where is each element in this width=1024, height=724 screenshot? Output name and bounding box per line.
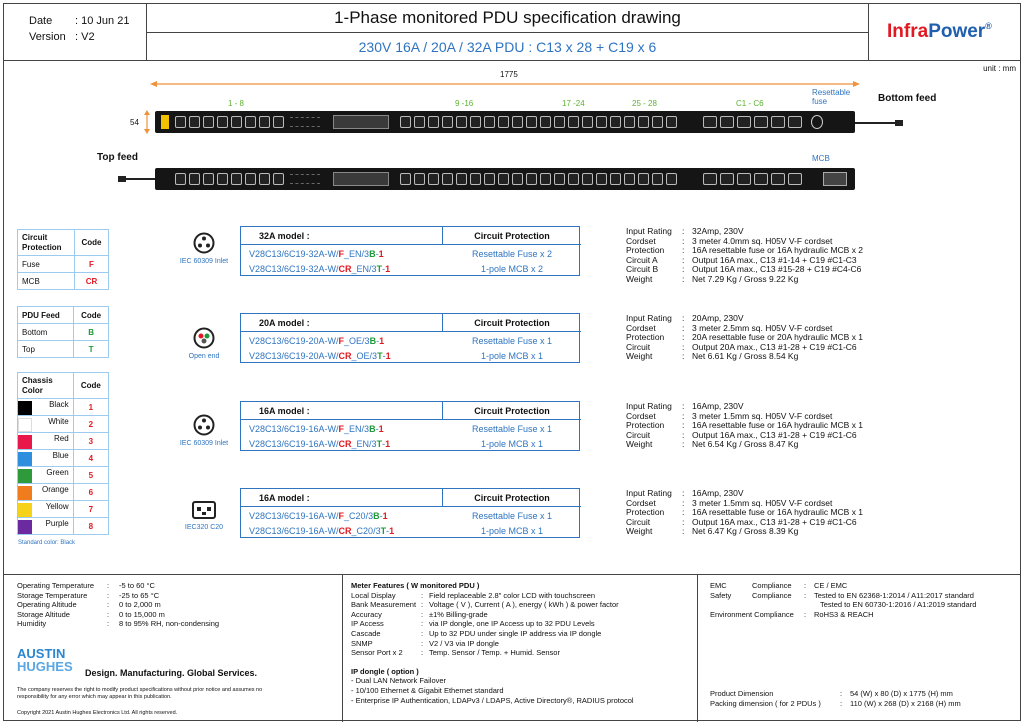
code-black: 1 (73, 399, 108, 416)
code-dash: - (386, 526, 390, 536)
brand-bottom: HUGHES (17, 659, 73, 674)
spec-value: Output 16A max., C13 #15-28 + C19 #C4-C6 (692, 264, 862, 274)
dongle-2: - Enterprise IP Authentication, LDAPv3 / LDAPS, Active Directory®, RADIUS protocol (351, 695, 634, 705)
spec-value: 3 meter 1.5mm sq. H05V V-F cordset (692, 497, 833, 508)
spec-value: Output 20A max., C13 #1-28 + C19 #C1-C6 (692, 341, 857, 352)
code-dash: - (382, 439, 386, 449)
color-purple: Purple (45, 518, 69, 528)
code-feed: B (369, 424, 376, 434)
open-end-icon (174, 327, 234, 349)
cp-code-header: Code (74, 230, 108, 256)
code-feed: T (377, 351, 383, 361)
code-white: 2 (73, 416, 108, 433)
meter-k5: SNMP (351, 638, 373, 648)
standard-color-note: Standard color: Black (18, 540, 76, 546)
copyright: Copyright 2021 Austin Hughes Electronics Ltd. All rights reserved. (17, 710, 178, 716)
code-dash: - (375, 424, 379, 434)
dongle-1: - 10/100 Ethernet & Gigabit Ethernet standard (351, 685, 504, 695)
model-header-0: 32A model : (241, 227, 443, 245)
group-c1-c6: C1 - C6 (736, 99, 764, 108)
safety-v1: Tested to EN 62368-1:2014 / A11:2017 standard (814, 590, 974, 600)
model-prot-2-0: Resettable Fuse x 1 (471, 424, 553, 434)
env-k4: Humidity (17, 619, 47, 629)
dimension-arrow (150, 78, 860, 90)
color-yellow: Yellow (45, 501, 69, 511)
spec-value: Net 6.54 Kg / Gross 8.47 Kg (692, 439, 799, 449)
meter-k6: Sensor Port x 2 (351, 648, 403, 658)
meter-k4: Cascade (351, 628, 381, 638)
code-protection: F (338, 336, 345, 346)
meter-v5: V2 / V3 via IP dongle (429, 638, 499, 648)
model-header-3: 16A model : (241, 489, 443, 507)
env-v2: 0 to 2,000 m (119, 600, 161, 610)
code-dash: - (382, 264, 386, 274)
model-box-1 (240, 313, 580, 363)
code-feed: T (376, 264, 383, 274)
model-code-0-1 (249, 264, 390, 274)
dim-k: Product Dimension (710, 689, 774, 698)
inlet-label-2: IEC 60309 Inlet (179, 440, 229, 447)
spec-value: Output 16A max., C13 #1-14 + C19 #C1-C3 (692, 254, 857, 265)
code-color: 1 (379, 336, 385, 346)
environment-column: Operating Temperature : -5 to 60 °C Storage Temperature : -25 to 65 °C Operating Altitude : 0 to 2,000 m Storage Altitude : 0 to 15,000 m Humidity : 8 to 95% RH, non-condensing AUSTIN HUGHES Design. Manufacturing. Global Services. The company reserves the right to modify product specifications without prior notice and assumes no responsibility for any error which may appear in this publication. Copyright 2021 Austin Hughes Electronics Ltd. All rights reserved. (3, 575, 343, 722)
code-orange: 6 (73, 484, 108, 501)
cp-mcb-code: CR (74, 273, 108, 290)
spec-value: 16Amp, 230V (692, 401, 744, 411)
code-color: 1 (385, 351, 391, 361)
code-protection: F (338, 424, 345, 434)
infrapower-logo (887, 21, 992, 43)
spec-value: Output 16A max., C13 #1-28 + C19 #C1-C6 (692, 516, 857, 527)
spec-value: 3 meter 2.5mm sq. H05V V-F cordset (692, 322, 833, 333)
spec-block-0: Input Rating : 32Amp, 230V Cordset : 3 meter 4.0mm sq. H05V V-F cordset Protection : 16A resettable fuse or 16A hydraulic MCB x 2 Circuit A : Output 16A max., C13 #1-14 + C19 #C1-C3 Circuit B : Output 16A max., C13 #15-28 + C19 #C4-C6 Weight : Net 7.29 Kg / Gross 9.22 Kg (626, 226, 864, 284)
dim-v: 54 (W) x 80 (D) x 1775 (H) mm (850, 689, 953, 698)
group-9-16: 9 -16 (455, 99, 474, 108)
austin-hughes-logo (17, 647, 73, 673)
inlet-3 (174, 500, 234, 531)
page-title: 1-Phase monitored PDU specification drawing (147, 3, 868, 33)
code-color: 1 (385, 264, 391, 274)
date-value: : 10 Jun 21 (75, 15, 130, 27)
meter-k2: Accuracy (351, 609, 382, 619)
spec-value: Net 6.47 Kg / Gross 8.39 Kg (692, 526, 799, 536)
lcd-display-top (333, 172, 389, 186)
code-green: 5 (73, 467, 108, 484)
model-prot-0-0: Resettable Fuse x 2 (471, 249, 553, 259)
emc-label: EMC (710, 581, 727, 590)
spec-key: Circuit B (626, 264, 659, 274)
model-header-2: 16A model : (241, 402, 443, 420)
page-subtitle: 230V 16A / 20A / 32A PDU : C13 x 28 + C19 x 6 (358, 39, 657, 55)
cp-mcb-label: MCB (18, 273, 75, 290)
spec-value: 3 meter 1.5mm sq. H05V V-F cordset (692, 410, 833, 421)
code-feed: T (376, 439, 383, 449)
swatch-white (18, 418, 32, 432)
height-arrow (143, 110, 151, 134)
outlets-9-28 (400, 116, 677, 128)
spec-value: 16A resettable fuse or 16A hydraulic MCB x 2 (692, 245, 864, 255)
fuse-button (811, 115, 823, 129)
height-label: 54 (130, 118, 139, 127)
version-value: : V2 (75, 31, 95, 43)
model-box-0 (240, 226, 580, 276)
model-code-1-0 (249, 336, 384, 346)
inlet-1 (174, 327, 234, 360)
code-dash: - (382, 351, 386, 361)
model-prot-1-1: 1-pole MCB x 1 (480, 351, 544, 361)
code-pre: V28C13/6C19-16A-W/ (249, 439, 339, 449)
cp-fuse-code: F (74, 256, 108, 273)
model-cp-header-3: Circuit Protection (443, 489, 581, 507)
code-mid: _C20/3 (344, 511, 374, 521)
code-color: 1 (389, 526, 395, 536)
dongle-title: IP dongle ( option ) (351, 666, 419, 676)
code-mid: _EN/3 (344, 249, 370, 259)
group-25-28: 25 - 28 (632, 99, 657, 108)
code-pre: V28C13/6C19-32A-W/ (249, 264, 339, 274)
feed-bottom-code: B (74, 324, 109, 341)
meter-v0: Field replaceable 2.8" color LCD with touchscreen (429, 590, 596, 600)
spec-key: Protection (626, 420, 665, 430)
spec-value: 3 meter 4.0mm sq. H05V V-F cordset (692, 235, 833, 246)
code-protection: F (338, 511, 345, 521)
spec-value: 20Amp, 230V (692, 313, 744, 323)
env-comp-v: RoHS3 & REACH (814, 609, 874, 619)
meter-v3: via IP dongle, one IP Access up to 32 PDU Levels (429, 619, 595, 629)
spec-block-1: Input Rating : 20Amp, 230V Cordset : 3 meter 2.5mm sq. H05V V-F cordset Protection : 20A resettable fuse or 20A hydraulic MCB x 1 Circuit : Output 20A max., C13 #1-28 + C19 #C1-C6 Weight : Net 6.61 Kg / Gross 8.54 Kg (626, 313, 864, 361)
feed-top-label: Top (18, 341, 74, 358)
pdu-tag (161, 115, 169, 129)
model-cp-header-0: Circuit Protection (443, 227, 581, 245)
footer (3, 574, 1021, 721)
model-code-1-1 (249, 351, 391, 361)
cp-fuse-label: Fuse (18, 256, 75, 273)
spec-key: Protection (626, 507, 665, 517)
swatch-blue (18, 452, 32, 466)
code-mid: _C20/3 (351, 526, 381, 536)
color-blue: Blue (52, 450, 69, 460)
spec-value: 32Amp, 230V (692, 226, 744, 236)
spec-key: Weight (626, 439, 653, 449)
header (3, 3, 1021, 61)
code-dash: - (376, 336, 380, 346)
pack-k: Packing dimension ( for 2 PDUs ) (710, 699, 821, 708)
meter-k1: Bank Measurement (351, 600, 417, 610)
outlets-1-8 (175, 116, 284, 128)
date-label: Date (29, 15, 53, 27)
spec-value: Net 6.61 Kg / Gross 8.54 Kg (692, 351, 799, 361)
code-dash: - (375, 249, 379, 259)
spec-key: Cordset (626, 410, 656, 421)
meter-v6: Temp. Sensor / Temp. + Humid. Sensor (429, 648, 560, 658)
logo-infra: Infra (887, 21, 929, 42)
spec-key: Weight (626, 273, 653, 284)
circuit-protection-table (17, 229, 109, 290)
compliance-column: EMC Compliance : CE / EMC Safety Compliance : Tested to EN 62368-1:2014 / A11:2017 standard Tested to EN 60730-1:2016 / A1:2019 standard Environment Compliance : RoHS3 & REACH Product Dimension : 54 (W) x 80 (D) x 1775 (H) mm Packing dimension ( for 2 PDUs ) : 110 (W) x 268 (D) x 2168 (H) mm (698, 575, 1021, 722)
color-code-header: Code (73, 373, 108, 399)
group-1-8: 1 - 8 (228, 99, 245, 108)
code-pre: V28C13/6C19-20A-W/ (249, 336, 339, 346)
feed-bottom-label: Bottom (18, 324, 74, 341)
code-pre: V28C13/6C19-32A-W/ (249, 249, 339, 259)
spec-key: Weight (626, 526, 653, 536)
spec-key: Input Rating (626, 226, 672, 236)
inlet-label-0: IEC 60309 Inlet (179, 258, 229, 265)
swatch-yellow (18, 503, 32, 517)
spec-value: 20A resettable fuse or 20A hydraulic MCB x 1 (692, 332, 864, 342)
code-color: 1 (378, 249, 384, 259)
model-cp-header-1: Circuit Protection (443, 314, 581, 332)
spec-key: Circuit (626, 429, 651, 440)
spec-key: Protection (626, 245, 665, 255)
spec-value: 16A resettable fuse or 16A hydraulic MCB x 1 (692, 507, 864, 517)
env-v1: -25 to 65 °C (119, 590, 160, 600)
feed-title: PDU Feed (18, 307, 74, 324)
outlets-1-8-top (175, 173, 284, 185)
color-red: Red (53, 433, 69, 443)
cp-title: Circuit Protection (18, 230, 75, 256)
color-white: White (48, 416, 69, 426)
code-feed: B (369, 249, 376, 259)
code-mid: _EN/3 (351, 439, 377, 449)
meter-v4: Up to 32 PDU under single IP address via IP dongle (429, 628, 602, 638)
model-prot-0-1: 1-pole MCB x 2 (480, 264, 544, 274)
outlets-c1-c6 (703, 116, 802, 128)
env-v3: 0 to 15,000 m (119, 609, 165, 619)
spec-value: Output 16A max., C13 #1-28 + C19 #C1-C6 (692, 429, 857, 440)
model-box-3 (240, 488, 580, 538)
inlet-label-3: IEC320 C20 (184, 524, 224, 531)
model-prot-3-1: 1-pole MCB x 1 (480, 526, 544, 536)
spec-key: Protection (626, 332, 665, 342)
code-pre: V28C13/6C19-16A-W/ (249, 511, 339, 521)
code-protection: F (338, 249, 345, 259)
code-mid: _EN/3 (344, 424, 370, 434)
pdu-bottom-feed (155, 111, 855, 133)
code-pre: V28C13/6C19-16A-W/ (249, 526, 339, 536)
swatch-green (18, 469, 32, 483)
bottom-feed-label: Bottom feed (878, 93, 937, 104)
spec-key: Input Rating (626, 488, 672, 498)
model-code-2-0 (249, 424, 384, 434)
model-header-1: 20A model : (241, 314, 443, 332)
pdu-feed-table (17, 306, 109, 358)
model-prot-3-0: Resettable Fuse x 1 (471, 511, 553, 521)
code-feed: B (373, 511, 380, 521)
group-17-24: 17 -24 (562, 99, 585, 108)
dongle-0: - Dual LAN Network Failover (351, 676, 447, 686)
meter-features-column: Meter Features ( W monitored PDU ) Local Display : Field replaceable 2.8" color LCD with touchscreen Bank Measurement : Voltage ( V ), Current ( A ), energy ( kWh ) & power factor Accuracy : ±1% Billing-grade IP Access : via IP dongle, one IP Access up to 32 PDU Levels Cascade : Up to 32 PDU under single IP address via IP dongle SNMP : V2 / V3 via IP dongle Sensor Port x 2 : Temp. Sensor / Temp. + Humid. Sensor IP dongle ( option ) - Dual LAN Network Failover - 10/100 Ethernet & Gigabit Ethernet standard - Enterprise IP Authentication, LDAPv3 / LDAPS, Active Directory®, RADIUS protocol (343, 575, 698, 722)
outlets-9-28-top (400, 173, 677, 185)
spec-block-3: Input Rating : 16Amp, 230V Cordset : 3 meter 1.5mm sq. H05V V-F cordset Protection : 16A resettable fuse or 16A hydraulic MCB x 1 Circuit : Output 16A max., C13 #1-28 + C19 #C1-C6 Weight : Net 6.47 Kg / Gross 8.39 Kg (626, 488, 864, 536)
env-comp-k: Environment Compliance (710, 609, 794, 619)
code-feed: B (369, 336, 377, 346)
code-protection: CR (338, 264, 352, 274)
code-purple: 8 (73, 518, 108, 535)
outlets-c1-c6-top (703, 173, 802, 185)
env-v0: -5 to 60 °C (119, 581, 155, 590)
feed-code-header: Code (74, 307, 109, 324)
brand-top: AUSTIN (17, 646, 66, 661)
header-meta (3, 3, 147, 61)
swatch-red (18, 435, 32, 449)
model-code-3-0 (249, 511, 388, 521)
logo-reg: ® (985, 21, 992, 31)
inlet-0 (174, 232, 234, 265)
spec-key: Cordset (626, 322, 656, 333)
power-cord-bottom (855, 118, 905, 128)
meter-grille-top (290, 174, 320, 184)
header-title-block (147, 3, 869, 61)
unit-note: unit : mm (983, 64, 1016, 73)
swatch-black (18, 401, 32, 415)
spec-value: 16Amp, 230V (692, 488, 744, 498)
meter-v1: Voltage ( V ), Current ( A ), energy ( kWh ) & power factor (429, 600, 619, 610)
code-color: 1 (382, 511, 388, 521)
env-k0: Operating Temperature (17, 581, 94, 590)
meter-grille (290, 117, 320, 127)
safety-label: Safety (710, 590, 732, 600)
pack-v: 110 (W) x 268 (D) x 2168 (H) mm (850, 699, 961, 708)
iec60309-plug-icon (174, 232, 234, 254)
meter-k0: Local Display (351, 590, 396, 600)
spec-key: Weight (626, 351, 653, 361)
code-yellow: 7 (73, 501, 108, 518)
feed-top-code: T (74, 341, 109, 358)
swatch-orange (18, 486, 32, 500)
spec-key: Cordset (626, 235, 656, 246)
code-protection: CR (338, 439, 352, 449)
tagline: Design. Manufacturing. Global Services. (85, 668, 258, 678)
mcb-switch (823, 172, 847, 186)
model-code-2-1 (249, 439, 390, 449)
model-prot-2-1: 1-pole MCB x 1 (480, 439, 544, 449)
code-color: 1 (378, 424, 384, 434)
model-prot-1-0: Resettable Fuse x 1 (471, 336, 553, 346)
spec-block-2: Input Rating : 16Amp, 230V Cordset : 3 meter 1.5mm sq. H05V V-F cordset Protection : 16A resettable fuse or 16A hydraulic MCB x 1 Circuit : Output 16A max., C13 #1-28 + C19 #C1-C6 Weight : Net 6.54 Kg / Gross 8.47 Kg (626, 401, 864, 449)
spec-key: Circuit A (626, 254, 658, 265)
color-title: Chassis Color (18, 373, 74, 399)
resettable-fuse-label: Resettable fuse (812, 88, 851, 106)
code-pre: V28C13/6C19-16A-W/ (249, 424, 339, 434)
disclaimer: The company reserves the right to modify product specifications without prior notice and assumes no responsibility for any error which may appear in this publication. (17, 687, 263, 700)
inlet-label-1: Open end (188, 353, 220, 360)
code-dash: - (379, 511, 383, 521)
swatch-purple (18, 520, 32, 534)
code-pre: V28C13/6C19-20A-W/ (249, 351, 339, 361)
mcb-label: MCB (812, 154, 830, 163)
code-mid: _EN/3 (351, 264, 377, 274)
spec-key: Circuit (626, 341, 651, 352)
iec60309-plug-icon (174, 414, 234, 436)
env-k2: Operating Altitude (17, 600, 77, 610)
inlet-2 (174, 414, 234, 447)
code-protection: CR (338, 351, 352, 361)
code-mid: _OE/3 (351, 351, 378, 361)
model-code-0-0 (249, 249, 384, 259)
spec-key: Circuit (626, 516, 651, 527)
color-black: Black (49, 399, 69, 409)
code-feed: T (380, 526, 387, 536)
meter-k3: IP Access (351, 619, 384, 629)
version-label: Version (29, 31, 66, 43)
safety-v2: Tested to EN 60730-1:2016 / A1:2019 standard (820, 600, 977, 610)
spec-key: Input Rating (626, 313, 672, 323)
env-v4: 8 to 95% RH, non-condensing (119, 619, 220, 629)
meter-title: Meter Features ( W monitored PDU ) (351, 581, 480, 590)
emc-k: Compliance (752, 581, 792, 590)
chassis-color-table (17, 372, 109, 535)
lcd-display (333, 115, 389, 129)
spec-value: Net 7.29 Kg / Gross 9.22 Kg (692, 273, 799, 284)
meter-v2: ±1% Billing-grade (429, 609, 488, 619)
pdu-top-feed (155, 168, 855, 190)
emc-v: CE / EMC (814, 581, 848, 590)
code-blue: 4 (73, 450, 108, 467)
code-mid: _OE/3 (344, 336, 370, 346)
power-cord-top (118, 174, 156, 184)
model-code-3-1 (249, 526, 394, 536)
color-orange: Orange (41, 484, 69, 494)
env-k3: Storage Altitude (17, 609, 70, 619)
length-label: 1775 (500, 70, 518, 79)
spec-key: Input Rating (626, 401, 672, 411)
code-red: 3 (73, 433, 108, 450)
top-feed-label: Top feed (97, 152, 138, 163)
code-protection: CR (338, 526, 352, 536)
model-cp-header-2: Circuit Protection (443, 402, 581, 420)
color-green: Green (46, 467, 69, 477)
spec-key: Cordset (626, 497, 656, 508)
c20-plug-icon (174, 500, 234, 520)
spec-value: 16A resettable fuse or 16A hydraulic MCB x 1 (692, 420, 864, 430)
logo-power: Power (928, 21, 986, 42)
env-k1: Storage Temperature (17, 590, 88, 600)
safety-k: Compliance (752, 590, 792, 600)
code-color: 1 (385, 439, 391, 449)
model-box-2 (240, 401, 580, 451)
